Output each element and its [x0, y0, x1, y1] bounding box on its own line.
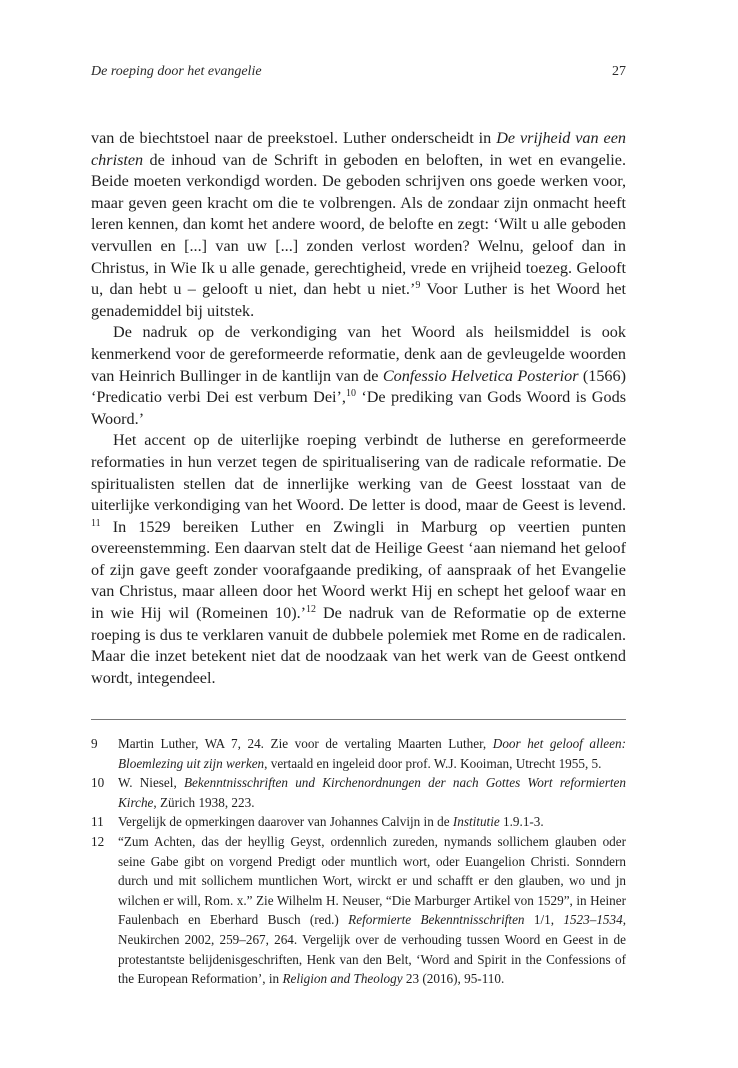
footnote-number: 11	[91, 814, 104, 830]
text-run: Martin Luther, WA 7, 24. Zie voor de vertaling Maarten Luther,	[118, 736, 493, 751]
text-run: de inhoud van de Schrift in geboden en beloften, in wet en evangelie. Beide moeten verkondigd worden. De geboden schrijven ons goede werken voor, maar geven geen kracht om die te volbrengen. Als de zondaar zijn onmacht heeft leren kennen, dan komt het andere woord, de belofte en zegt: ‘Wilt u alle geboden vervullen en [...] van uw [...] zonden verlost worden? Welnu, geloof dan in Christus, in Wie Ik u alle genade, gerechtigheid, vrede en vrijheid toezeg. Gelooft u, dan hebt u – gelooft u niet, dan hebt u niet.’	[91, 150, 626, 299]
text-run: ‘De prediking van Gods Woord is Gods Woord.’	[91, 388, 626, 428]
italic-title: Institutie	[452, 814, 500, 830]
footnotes	[91, 734, 626, 989]
paragraph-3	[91, 430, 626, 689]
italic-title: 1523–1534	[563, 912, 623, 928]
text-run: 23 (2016), 95-110.	[402, 971, 505, 987]
paragraph-2	[91, 322, 626, 430]
footnote-12	[91, 832, 626, 989]
italic-title: Reformierte Bekenntnisschriften	[348, 912, 525, 928]
text-run: Voor Luther is het Woord het genademiddel bij uitstek.	[91, 280, 626, 320]
text-run: “Zum Achten, das der heyllig Geyst, ordennlich zureden, nymands sollichem glauben oder seine Gabe gibt on vorgend Predigt oder muntlich wort, oder Euangelion Christi. Sonndern durch und mit sollichem muntlichen Wort, wirckt er und schafft er den glauben, wo und jn wilchen er will, Rom. x.” Zie Wilhelm H. Neuser, “Die Marburger Artikel von 1529”, in Heiner Faulenbach en Eberhard Busch (red.)	[118, 833, 626, 928]
text-run: , Neukirchen 2002, 259–267, 264. Vergelijk over de verhouding tussen Woord en Geest in de protestantste belijdenisgeschriften, Henk van den Belt, ‘Word and Spirit in the Confessions of the European Reformation’, in	[118, 912, 626, 987]
text-run: De nadruk van de Reformatie op de externe roeping is dus te verklaren vanuit de dubbele polemiek met Rome en de radicalen. Maar die inzet betekent niet dat de noodzaak van het werk van de Geest ontkend wordt, integendeel.	[91, 604, 627, 687]
italic-title: Door het geloof alleen: Bloemlezing uit zijn werken	[118, 736, 627, 771]
main-text	[91, 128, 626, 689]
text-run: Het accent op de uiterlijke roeping verbindt de lutherse en gereformeerde reformaties in hun verzet tegen de spiritualisering van de radicale reformatie. De spiritualisten stellen dat de innerlijke werking van de Geest losstaat van de uiterlijke verkondiging van het Woord. De letter is dood, maar de Geest is levend.	[91, 431, 626, 515]
text-run: W. Niesel,	[118, 775, 184, 791]
footnote-number: 9	[91, 736, 98, 751]
text-run: , Zürich 1938, 223.	[153, 794, 255, 810]
footnote-ref-11: 11	[91, 517, 101, 529]
italic-title: De vrijheid van een christen	[91, 129, 626, 169]
footnote-9	[91, 734, 626, 773]
footnote-ref-9: 9	[415, 280, 421, 292]
italic-title: Bekenntnisschriften und Kirchenordnungen der nach Gottes Wort reformierten Kirche	[118, 775, 626, 810]
italic-title: Religion and Theology	[282, 971, 403, 987]
running-title: De roeping door het evangelie	[91, 64, 262, 79]
footnote-ref-12: 12	[306, 604, 317, 616]
footnote-10	[91, 773, 626, 812]
footnote-ref-10: 10	[345, 388, 356, 400]
text-run: De nadruk op de verkondiging van het Woord als heilsmiddel is ook kenmerkend voor de gereformeerde reformatie, denk aan de gevleugelde woorden van Heinrich Bullinger in de kantlijn van de	[91, 323, 626, 385]
footnote-11	[91, 812, 626, 832]
text-run: 1/1,	[524, 912, 564, 928]
footnote-number: 10	[91, 775, 105, 791]
italic-title: Confessio Helvetica Posterior	[382, 366, 579, 385]
footnote-divider	[91, 719, 626, 720]
text-run: 1.9.1-3.	[499, 814, 544, 830]
footnote-number: 12	[91, 833, 105, 849]
text-run: (1566) ‘Predicatio verbi Dei est verbum Dei’,	[91, 366, 627, 407]
text-run: Vergelijk de opmerkingen daarover van Johannes Calvijn in de	[118, 814, 453, 830]
paragraph-1	[91, 128, 626, 322]
running-header	[91, 64, 626, 84]
page-number: 27	[612, 64, 626, 79]
text-run: , vertaald en ingeleid door prof. W.J. Kooiman, Utrecht 1955, 5.	[264, 755, 602, 771]
text-run: van de biechtstoel naar de preekstoel. Luther onderscheidt in	[91, 129, 497, 147]
text-run: In 1529 bereiken Luther en Zwingli in Marburg op veertien punten overeenstemming. Een daarvan stelt dat de Heilige Geest ‘aan niemand het geloof of zijn gave geeft zonder voorafgaande prediking, of aanspraak of het Evangelie van Christus, maar alleen door het Woord werkt Hij en schept het geloof waar en in wie Hij wil (Romeinen 10).’	[91, 517, 626, 623]
